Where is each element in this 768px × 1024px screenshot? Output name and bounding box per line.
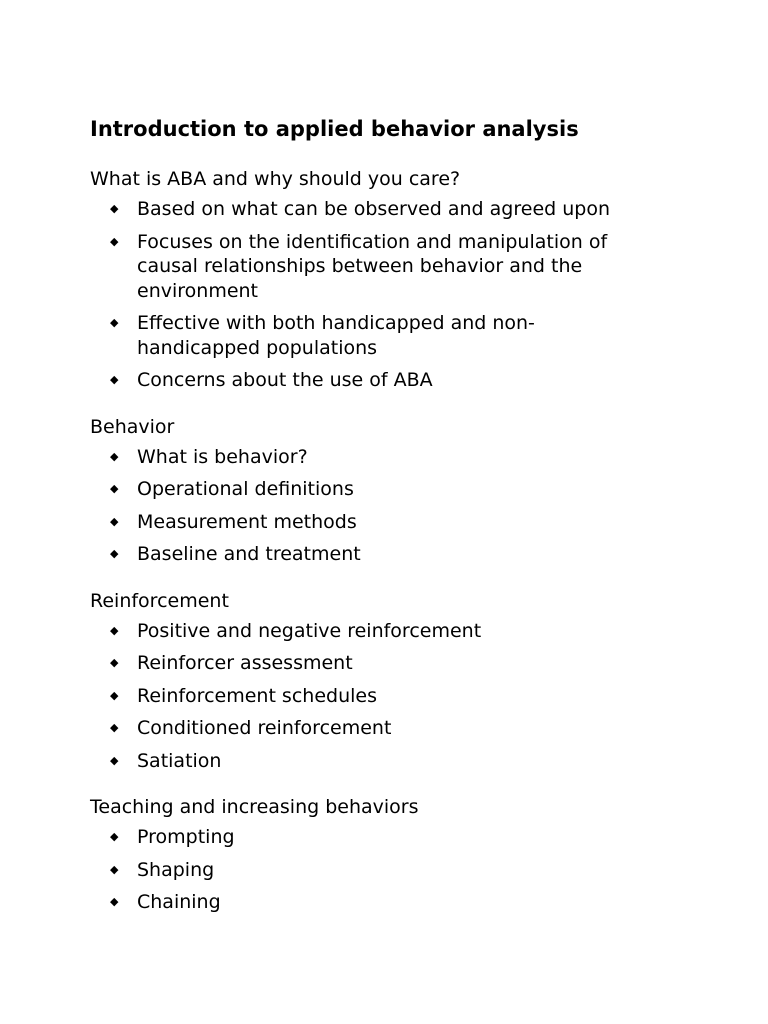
section-heading: Behavior [90,415,175,438]
list-item [90,368,768,393]
list-item-text: What is behavior? [137,445,308,468]
list-item [90,230,768,304]
diamond-bullet-icon: ◆ [110,482,119,495]
list-item-text: Concerns about the use of ABA [137,369,433,391]
section-reinforcement [90,590,768,774]
list-item [90,858,768,883]
list-item [90,477,768,502]
diamond-bullet-icon: ◆ [110,449,119,463]
list-item [90,311,768,360]
list-item-text: Reinforcer assessment [137,652,353,674]
diamond-bullet-icon: ◆ [110,547,119,560]
list-item [90,197,768,222]
section-heading: Reinforcement [90,589,229,612]
bullet-list [90,825,768,915]
list-item-text: Effective with both handicapped and non-handicapped populations [137,312,535,359]
section-teaching-behaviors [90,796,768,915]
bullet-list [90,619,768,774]
diamond-bullet-icon: ◆ [110,316,119,329]
bullet-list [90,197,768,393]
list-item-text: Shaping [137,858,215,881]
list-item [90,445,768,470]
document-title: Introduction to applied behavior analysis [90,117,579,141]
list-item-text: Conditioned reinforcement [137,717,392,739]
diamond-bullet-icon: ◆ [110,862,119,876]
list-item [90,542,768,567]
list-item-text: Prompting [137,826,235,848]
list-item [90,716,768,741]
diamond-bullet-icon: ◆ [110,721,119,734]
diamond-bullet-icon: ◆ [110,373,119,386]
section-aba-overview [90,168,768,393]
diamond-bullet-icon: ◆ [110,753,119,767]
list-item-text: Based on what can be observed and agreed upon [137,198,610,220]
list-item [90,825,768,850]
list-item-text: Measurement methods [137,510,357,533]
diamond-bullet-icon: ◆ [110,234,119,248]
list-item-text: Positive and negative reinforcement [137,619,482,642]
list-item-text: Chaining [137,891,221,913]
list-item-text: Satiation [137,749,222,772]
section-heading: Teaching and increasing behaviors [90,796,419,818]
diamond-bullet-icon: ◆ [110,623,119,637]
list-item-text: Baseline and treatment [137,543,361,565]
diamond-bullet-icon: ◆ [110,830,119,843]
list-item [90,619,768,644]
diamond-bullet-icon: ◆ [110,514,119,528]
section-heading: What is ABA and why should you care? [90,168,461,190]
list-item [90,684,768,709]
list-item [90,890,768,915]
bullet-list [90,445,768,567]
list-item [90,749,768,774]
diamond-bullet-icon: ◆ [110,895,119,908]
list-item-text: Reinforcement schedules [137,684,377,707]
diamond-bullet-icon: ◆ [110,656,119,669]
list-item-text: Focuses on the identification and manipulation of causal relationships between behavior and the environment [137,230,608,302]
diamond-bullet-icon: ◆ [110,688,119,702]
list-item [90,510,768,535]
list-item [90,651,768,676]
list-item-text: Operational definitions [137,478,354,500]
diamond-bullet-icon: ◆ [110,202,119,215]
section-behavior [90,416,768,567]
